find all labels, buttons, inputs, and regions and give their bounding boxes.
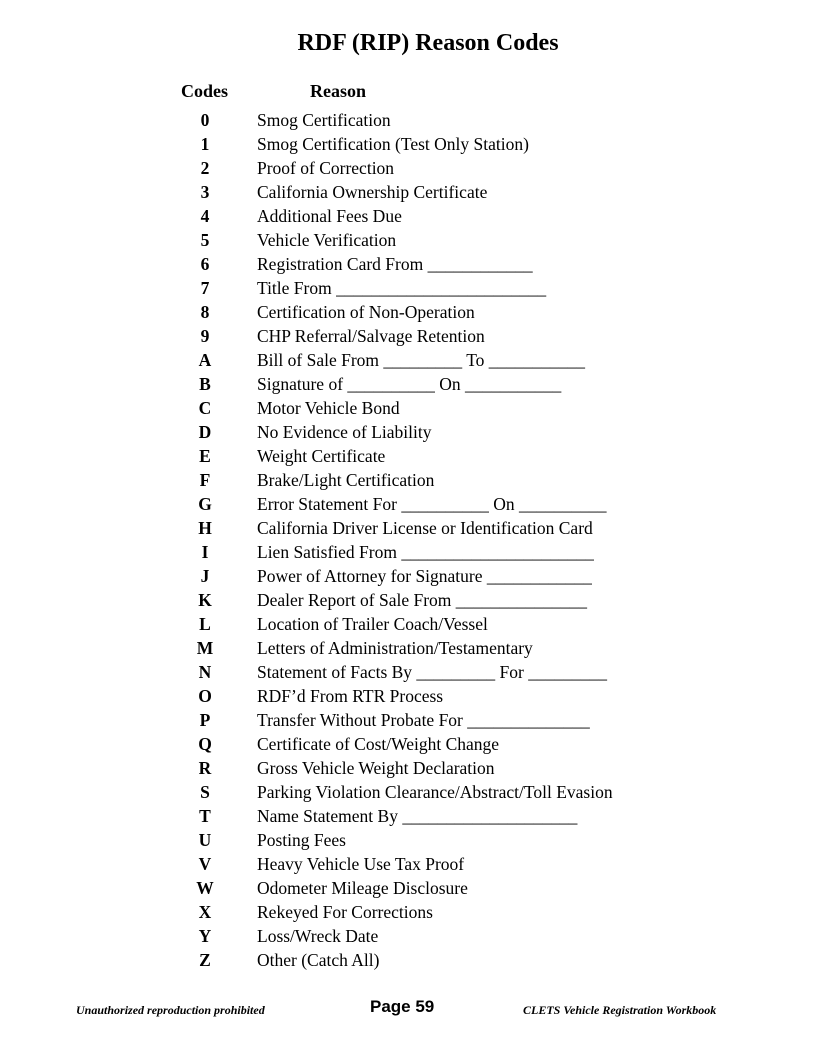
reason-text: Error Statement For __________ On __________ [257, 494, 607, 514]
list-item [0, 156, 816, 180]
reason-code: W [196, 878, 214, 898]
reason-code: E [199, 446, 211, 466]
reason-code: Z [199, 950, 211, 970]
list-item [0, 132, 816, 156]
reason-code: 3 [200, 182, 210, 202]
reason-code: 9 [200, 326, 210, 346]
reason-text: Registration Card From ____________ [257, 254, 533, 274]
reason-code: A [198, 350, 212, 370]
reason-code: Q [198, 734, 212, 754]
reason-column-header: Reason [310, 81, 367, 101]
list-item [0, 468, 816, 492]
reason-text: Bill of Sale From _________ To ___________ [257, 350, 586, 370]
list-item [0, 828, 816, 852]
list-item [0, 780, 816, 804]
reason-code: 1 [200, 134, 210, 154]
list-item [0, 804, 816, 828]
list-item [0, 444, 816, 468]
reason-text: Power of Attorney for Signature ____________ [257, 566, 592, 586]
list-item [0, 564, 816, 588]
reason-code: 0 [200, 110, 210, 130]
reason-code: F [199, 470, 211, 490]
list-item [0, 396, 816, 420]
reason-text: Title From ________________________ [257, 278, 547, 298]
reason-code: G [198, 494, 212, 514]
reason-text: Heavy Vehicle Use Tax Proof [257, 854, 465, 874]
reason-code: J [200, 566, 210, 586]
reason-text: RDF’d From RTR Process [257, 686, 444, 706]
reason-text: California Driver License or Identification Card [257, 518, 593, 538]
reason-code: H [198, 518, 212, 538]
reason-text: Parking Violation Clearance/Abstract/Toll Evasion [257, 782, 613, 802]
reason-code: D [198, 422, 212, 442]
page-number: Page 59 [370, 997, 435, 1016]
reason-text: No Evidence of Liability [257, 422, 432, 442]
page-title: RDF (RIP) Reason Codes [297, 30, 559, 56]
list-item [0, 732, 816, 756]
list-item [0, 876, 816, 900]
list-item [0, 684, 816, 708]
reason-code: 6 [200, 254, 210, 274]
reason-code: C [198, 398, 212, 418]
list-item [0, 180, 816, 204]
reason-code: L [199, 614, 211, 634]
reason-text: CHP Referral/Salvage Retention [257, 326, 485, 346]
reason-text: Letters of Administration/Testamentary [257, 638, 533, 658]
reason-code: 2 [200, 158, 210, 178]
reason-code: X [198, 902, 212, 922]
list-item [0, 492, 816, 516]
reason-code: P [199, 710, 211, 730]
reason-text: Transfer Without Probate For ______________ [257, 710, 590, 730]
reason-text: Statement of Facts By _________ For _________ [257, 662, 607, 682]
list-item [0, 924, 816, 948]
footer-workbook-title: CLETS Vehicle Registration Workbook [523, 1003, 717, 1017]
reason-text: Loss/Wreck Date [257, 926, 379, 946]
reason-text: Weight Certificate [257, 446, 386, 466]
reason-text: Vehicle Verification [257, 230, 397, 250]
reason-text: Dealer Report of Sale From _______________ [257, 590, 588, 610]
reason-code: Y [198, 926, 212, 946]
reason-code: 8 [200, 302, 210, 322]
list-item [0, 756, 816, 780]
reason-code: I [201, 542, 209, 562]
reason-text: Certification of Non-Operation [257, 302, 475, 322]
list-item [0, 420, 816, 444]
reason-text: Smog Certification (Test Only Station) [257, 134, 529, 154]
reason-code: M [196, 638, 214, 658]
reason-code: R [198, 758, 212, 778]
reason-text: Smog Certification [257, 110, 391, 130]
list-item [0, 636, 816, 660]
reason-text: Odometer Mileage Disclosure [257, 878, 468, 898]
reason-text: Certificate of Cost/Weight Change [257, 734, 500, 754]
reason-code: K [198, 590, 212, 610]
reason-code: 7 [200, 278, 210, 298]
reason-code: V [198, 854, 212, 874]
list-item [0, 852, 816, 876]
reason-code: T [199, 806, 211, 826]
reason-code: S [200, 782, 210, 802]
reason-code: B [199, 374, 211, 394]
reason-code: 5 [200, 230, 210, 250]
list-item [0, 948, 816, 972]
reason-text: Brake/Light Certification [257, 470, 435, 490]
reason-text: California Ownership Certificate [257, 182, 488, 202]
codes-column-header: Codes [181, 81, 229, 101]
reason-text: Additional Fees Due [257, 206, 402, 226]
reason-text: Rekeyed For Corrections [257, 902, 433, 922]
footer-disclaimer: Unauthorized reproduction prohibited [76, 1003, 265, 1017]
list-item [0, 348, 816, 372]
list-item [0, 540, 816, 564]
list-item [0, 300, 816, 324]
list-item [0, 372, 816, 396]
reason-text: Posting Fees [257, 830, 346, 850]
list-item [0, 516, 816, 540]
reason-text: Proof of Correction [257, 158, 395, 178]
reason-text: Gross Vehicle Weight Declaration [257, 758, 495, 778]
list-item [0, 900, 816, 924]
list-item [0, 708, 816, 732]
reason-text: Lien Satisfied From ______________________ [257, 542, 594, 562]
reason-text: Name Statement By ____________________ [257, 806, 578, 826]
reason-code: O [198, 686, 212, 706]
reason-code: N [198, 662, 212, 682]
list-item [0, 276, 816, 300]
list-item [0, 660, 816, 684]
reason-text: Location of Trailer Coach/Vessel [257, 614, 488, 634]
reason-text: Motor Vehicle Bond [257, 398, 400, 418]
list-item [0, 588, 816, 612]
reason-code: 4 [200, 206, 210, 226]
list-item [0, 204, 816, 228]
list-item [0, 252, 816, 276]
list-item [0, 612, 816, 636]
reason-code: U [198, 830, 212, 850]
list-item [0, 324, 816, 348]
list-item [0, 228, 816, 252]
list-item [0, 108, 816, 132]
reason-code-list [0, 108, 816, 972]
reason-text: Other (Catch All) [257, 950, 380, 970]
reason-text: Signature of __________ On ___________ [257, 374, 562, 394]
